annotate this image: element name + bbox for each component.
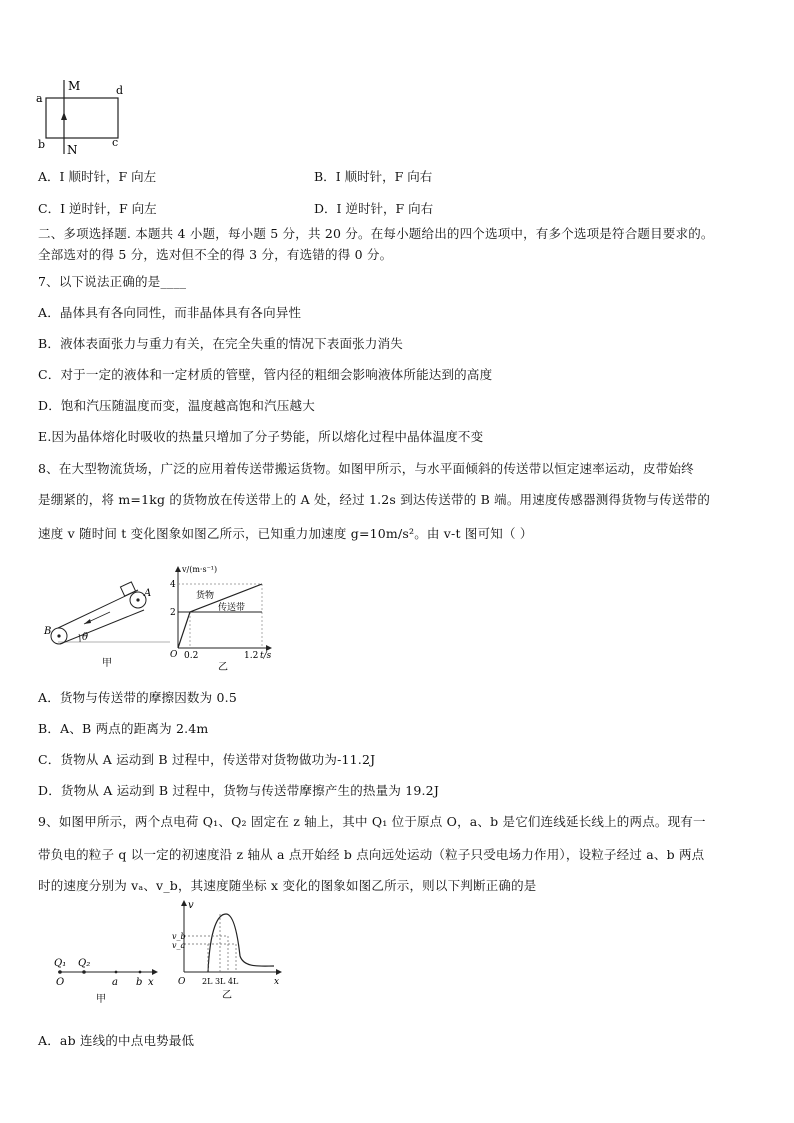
label-B: B xyxy=(44,626,52,637)
o-label: O xyxy=(56,977,65,988)
q7-option-b: B．液体表面张力与重力有关，在完全失重的情况下表面张力消失 xyxy=(38,336,403,351)
x-tick-02: 0.2 xyxy=(184,651,199,661)
q7-option-e: E.因为晶体熔化时吸收的热量只增加了分子势能，所以熔化过程中晶体温度不变 xyxy=(38,429,484,444)
label-A: A xyxy=(144,588,152,599)
q8-conveyor-figure xyxy=(40,580,170,672)
label-d: d xyxy=(116,84,124,97)
q8-option-c: C．货物从 A 运动到 B 过程中，传送带对货物做功为-11.2J xyxy=(38,752,376,767)
q7-option-a: A．晶体具有各向同性，而非晶体具有各向异性 xyxy=(38,305,302,320)
y-axis-label: v/(m·s⁻¹) xyxy=(182,565,218,574)
label-M: M xyxy=(68,79,81,93)
q8-vt-graph xyxy=(166,562,276,672)
q2-label: Q₂ xyxy=(78,958,91,969)
o-label: O xyxy=(178,977,186,987)
q6-option-c: C．I 逆时针，F 向左 xyxy=(38,201,157,216)
caption-yi: 乙 xyxy=(222,990,232,1001)
label-c: c xyxy=(112,136,119,149)
series-belt-label: 传送带 xyxy=(218,603,246,613)
q9-vx-graph xyxy=(170,898,288,1018)
q6-option-d: D．I 逆时针，F 向右 xyxy=(314,201,434,216)
q8-stem-line3: 速度 v 随时间 t 变化图象如图乙所示，已知重力加速度 g=10m/s²。由 v-t 图可知（ ） xyxy=(38,526,533,541)
x-label: x xyxy=(274,977,280,987)
q6-option-b: B．I 顺时针，F 向右 xyxy=(314,169,433,184)
b-label: b xyxy=(136,977,143,988)
q8-stem-line1: 8、在大型物流货场，广泛的应用着传送带搬运货物。如图甲所示，与水平面倾斜的传送带以恒定速率运动，皮带始终 xyxy=(38,461,694,476)
label-b: b xyxy=(38,138,46,151)
q6-option-a: A．I 顺时针，F 向左 xyxy=(38,169,157,184)
q9-option-a: A．ab 连线的中点电势最低 xyxy=(38,1033,195,1048)
q1-label: Q₁ xyxy=(54,958,67,969)
y-tick-2: 2 xyxy=(170,608,176,618)
section2-heading-line1: 二、多项选择题. 本题共 4 小题，每小题 5 分，共 20 分。在每小题给出的四个选项中，有多个选项是符合题目要求的。 xyxy=(38,226,714,241)
q8-option-b: B．A、B 两点的距离为 2.4m xyxy=(38,721,209,736)
vb-label: v_b xyxy=(172,932,186,941)
origin-O: O xyxy=(170,650,178,660)
caption-jia: 甲 xyxy=(96,994,106,1005)
y-tick-4: 4 xyxy=(170,580,176,590)
q9-stem-line2: 带负电的粒子 q 以一定的初速度沿 z 轴从 a 点开始经 b 点向远处运动（粒子只受电场力作用），设粒子经过 a、b 两点 xyxy=(38,847,705,862)
caption-jia: 甲 xyxy=(102,658,112,669)
q8-stem-line2: 是绷紧的，将 m=1kg 的货物放在传送带上的 A 处，经过 1.2s 到达传送带的 B 端。用速度传感器测得货物与传送带的 xyxy=(38,492,711,507)
q7-stem: 7、以下说法正确的是____ xyxy=(38,274,187,289)
x-ticks-label: 2L 3L 4L xyxy=(202,977,239,986)
x-tick-12: 1.2 xyxy=(244,651,259,661)
section2-heading-line2: 全部选对的得 5 分，选对但不全的得 3 分，有选错的得 0 分。 xyxy=(38,247,393,262)
label-theta: θ xyxy=(82,632,89,643)
va-label: v_a xyxy=(172,941,186,950)
q7-option-c: C．对于一定的液体和一定材质的管壁，管内径的粗细会影响液体所能达到的高度 xyxy=(38,367,493,382)
label-N: N xyxy=(67,143,78,157)
q7-option-d: D．饱和汽压随温度而变，温度越高饱和汽压越大 xyxy=(38,398,315,413)
q9-stem-line1: 9、如图甲所示，两个点电荷 Q₁、Q₂ 固定在 z 轴上，其中 Q₁ 位于原点 O，a、b 是它们连线延长线上的两点。现有一 xyxy=(38,814,706,829)
q8-option-a: A．货物与传送带的摩擦因数为 0.5 xyxy=(38,690,237,705)
series-goods-label: 货物 xyxy=(196,591,215,601)
a-label: a xyxy=(112,977,118,988)
caption-yi: 乙 xyxy=(218,662,228,672)
v-label: v xyxy=(188,900,194,911)
q9-stem-line3: 时的速度分别为 vₐ、v_b，其速度随坐标 x 变化的图象如图乙所示，则以下判断正确的是 xyxy=(38,878,537,893)
q9-charges-figure xyxy=(50,950,170,1010)
q6-loop-figure xyxy=(34,76,134,158)
label-a: a xyxy=(36,92,43,105)
x-axis-label: t/s xyxy=(260,651,272,661)
x-label: x xyxy=(148,977,154,988)
q8-option-d: D．货物从 A 运动到 B 过程中，货物与传送带摩擦产生的热量为 19.2J xyxy=(38,783,440,798)
